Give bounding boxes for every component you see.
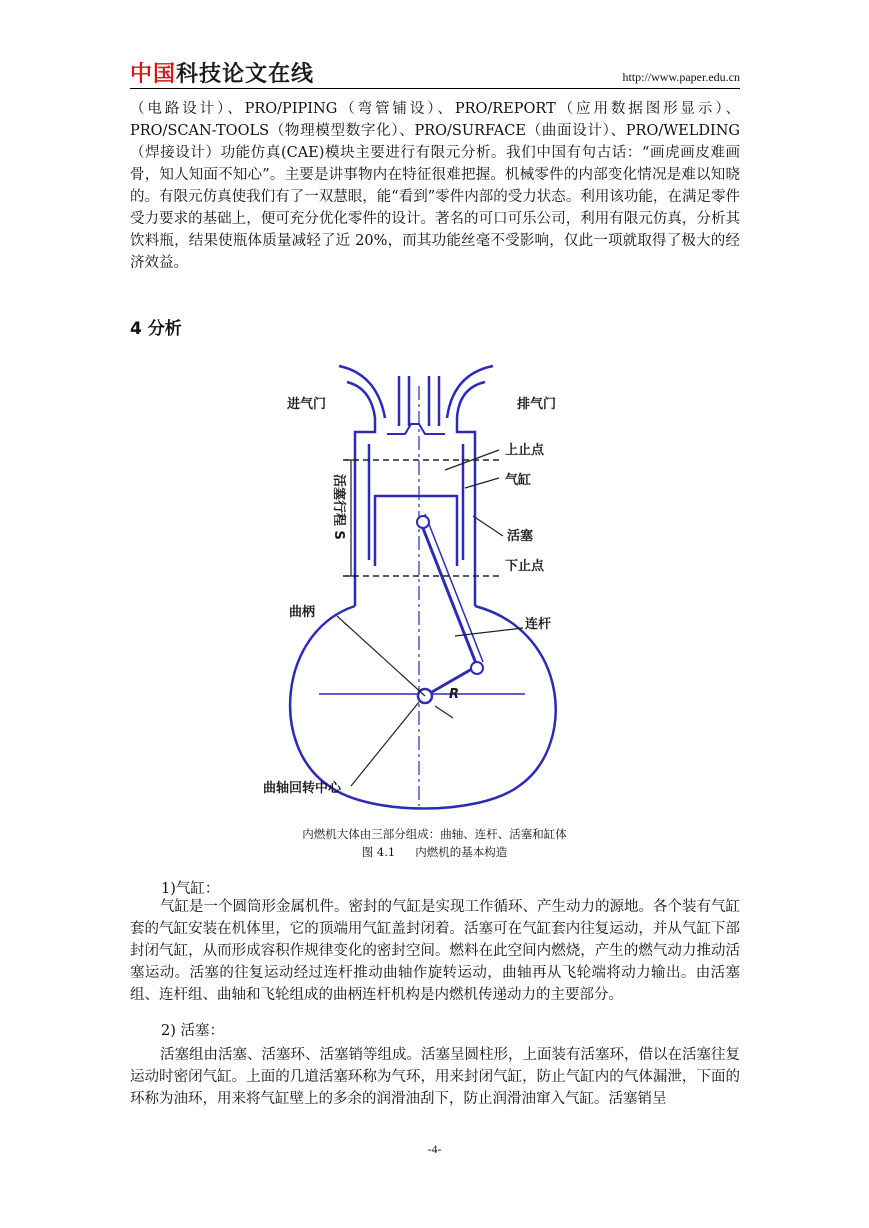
cylinder-head-left: [355, 418, 375, 444]
intake-valve-stem: [399, 376, 409, 426]
crankcase-neck: [355, 560, 475, 606]
label-piston: 活塞: [507, 529, 534, 544]
header-divider: [130, 88, 740, 89]
label-radius: R: [449, 687, 460, 702]
label-intake-valve: 进气门: [287, 397, 327, 412]
label-cylinder: 气缸: [505, 473, 532, 488]
valve-heads: [387, 424, 445, 434]
subheading-cylinder: 1)气缸：: [161, 881, 220, 897]
logo-black-text: 科技论文在线: [176, 62, 315, 87]
paragraph-piston: 活塞组由活塞、活塞环、活塞销等组成。活塞呈圆柱形，上面装有活塞环，借以在活塞往复运动时密闭气缸。上面的几道活塞环称为气环，用来封闭气缸，防止气缸内的气体漏泄，下面的环称为油环，用来将气缸壁上的多余的润滑油刮下，防止润滑油窜入气缸。活塞销呈: [130, 1047, 740, 1107]
piston-pin: [417, 516, 429, 528]
label-tdc: 上止点: [505, 443, 545, 458]
intake-port-inner: [347, 382, 375, 418]
exhaust-port-outer: [447, 366, 493, 418]
label-stroke: 活塞行程 S: [331, 474, 346, 540]
page-number: -4-: [427, 1142, 442, 1156]
figure-caption: [0, 844, 869, 860]
paragraph-intro: （电路设计）、PRO/PIPING（弯管铺设）、PRO/REPORT（应用数据图形显示）、PRO/SCAN-TOOLS（物理模型数字化）、PRO/SURFACE（曲面设计）、PRO/WELDING（焊接设计）功能仿真(CAE)模块主要进行有限元分析。我们中国有句古话：“画虎画皮难画骨，知人知面不知心”。主要是讲事物内在特征很难把握。机械零件的内部变化情况是难以知晓的。有限元仿真使我们有了一双慧眼，能“看到”零件内部的受力状态。利用该功能，在满足零件受力要求的基础上，便可充分优化零件的设计。著名的可口可乐公司，利用有限元仿真，分析其饮料瓶，结果使瓶体质量减轻了近 20%，而其功能丝毫不受影响，仅此一项就取得了极大的经济效益。: [130, 101, 740, 271]
engine-diagram: [259, 346, 589, 818]
label-crank: 曲柄: [289, 605, 316, 620]
section-heading: 4 分析: [130, 319, 182, 339]
crankcase: [290, 606, 556, 809]
header-url[interactable]: http://www.paper.edu.cn: [622, 70, 740, 84]
paragraph-cylinder: 气缸是一个圆筒形金属机件。密封的气缸是实现工作循环、产生动力的源地。各个装有气缸套的气缸安装在机体里，它的顶端用气缸盖封闭着。活塞可在气缸套内往复运动，并从气缸下部封闭气缸，从而形成容积作规律变化的密封空间。燃料在此空间内燃烧，产生的燃气动力推动活塞运动。活塞的往复运动经过连杆推动曲轴作旋转运动，曲轴再从飞轮端将动力输出。由活塞组、连杆组、曲轴和飞轮组成的曲柄连杆机构是内燃机传递动力的主要部分。: [130, 899, 740, 1003]
exhaust-valve-stem: [429, 376, 439, 426]
label-crank-center: 曲轴回转中心: [263, 781, 342, 796]
cylinder-head-right: [457, 418, 475, 444]
subheading-piston: 2) 活塞：: [161, 1023, 224, 1039]
figure-caption-desc: 内燃机大体由三部分组成：曲轴、连杆、活塞和缸体: [302, 827, 567, 841]
connecting-rod: [419, 518, 477, 666]
piston: [375, 496, 457, 566]
crank-pin: [471, 662, 483, 674]
label-bdc: 下止点: [505, 559, 545, 574]
logo-red-text: 中国: [130, 62, 177, 87]
label-connecting-rod: 连杆: [525, 617, 552, 632]
exhaust-port-inner: [457, 382, 485, 418]
journal-logo: [130, 62, 314, 88]
figure-number: 图 4.1: [361, 845, 396, 859]
figure-title: 内燃机的基本构造: [415, 845, 508, 859]
intake-port-outer: [339, 366, 385, 418]
label-exhaust-valve: 排气门: [517, 397, 557, 412]
